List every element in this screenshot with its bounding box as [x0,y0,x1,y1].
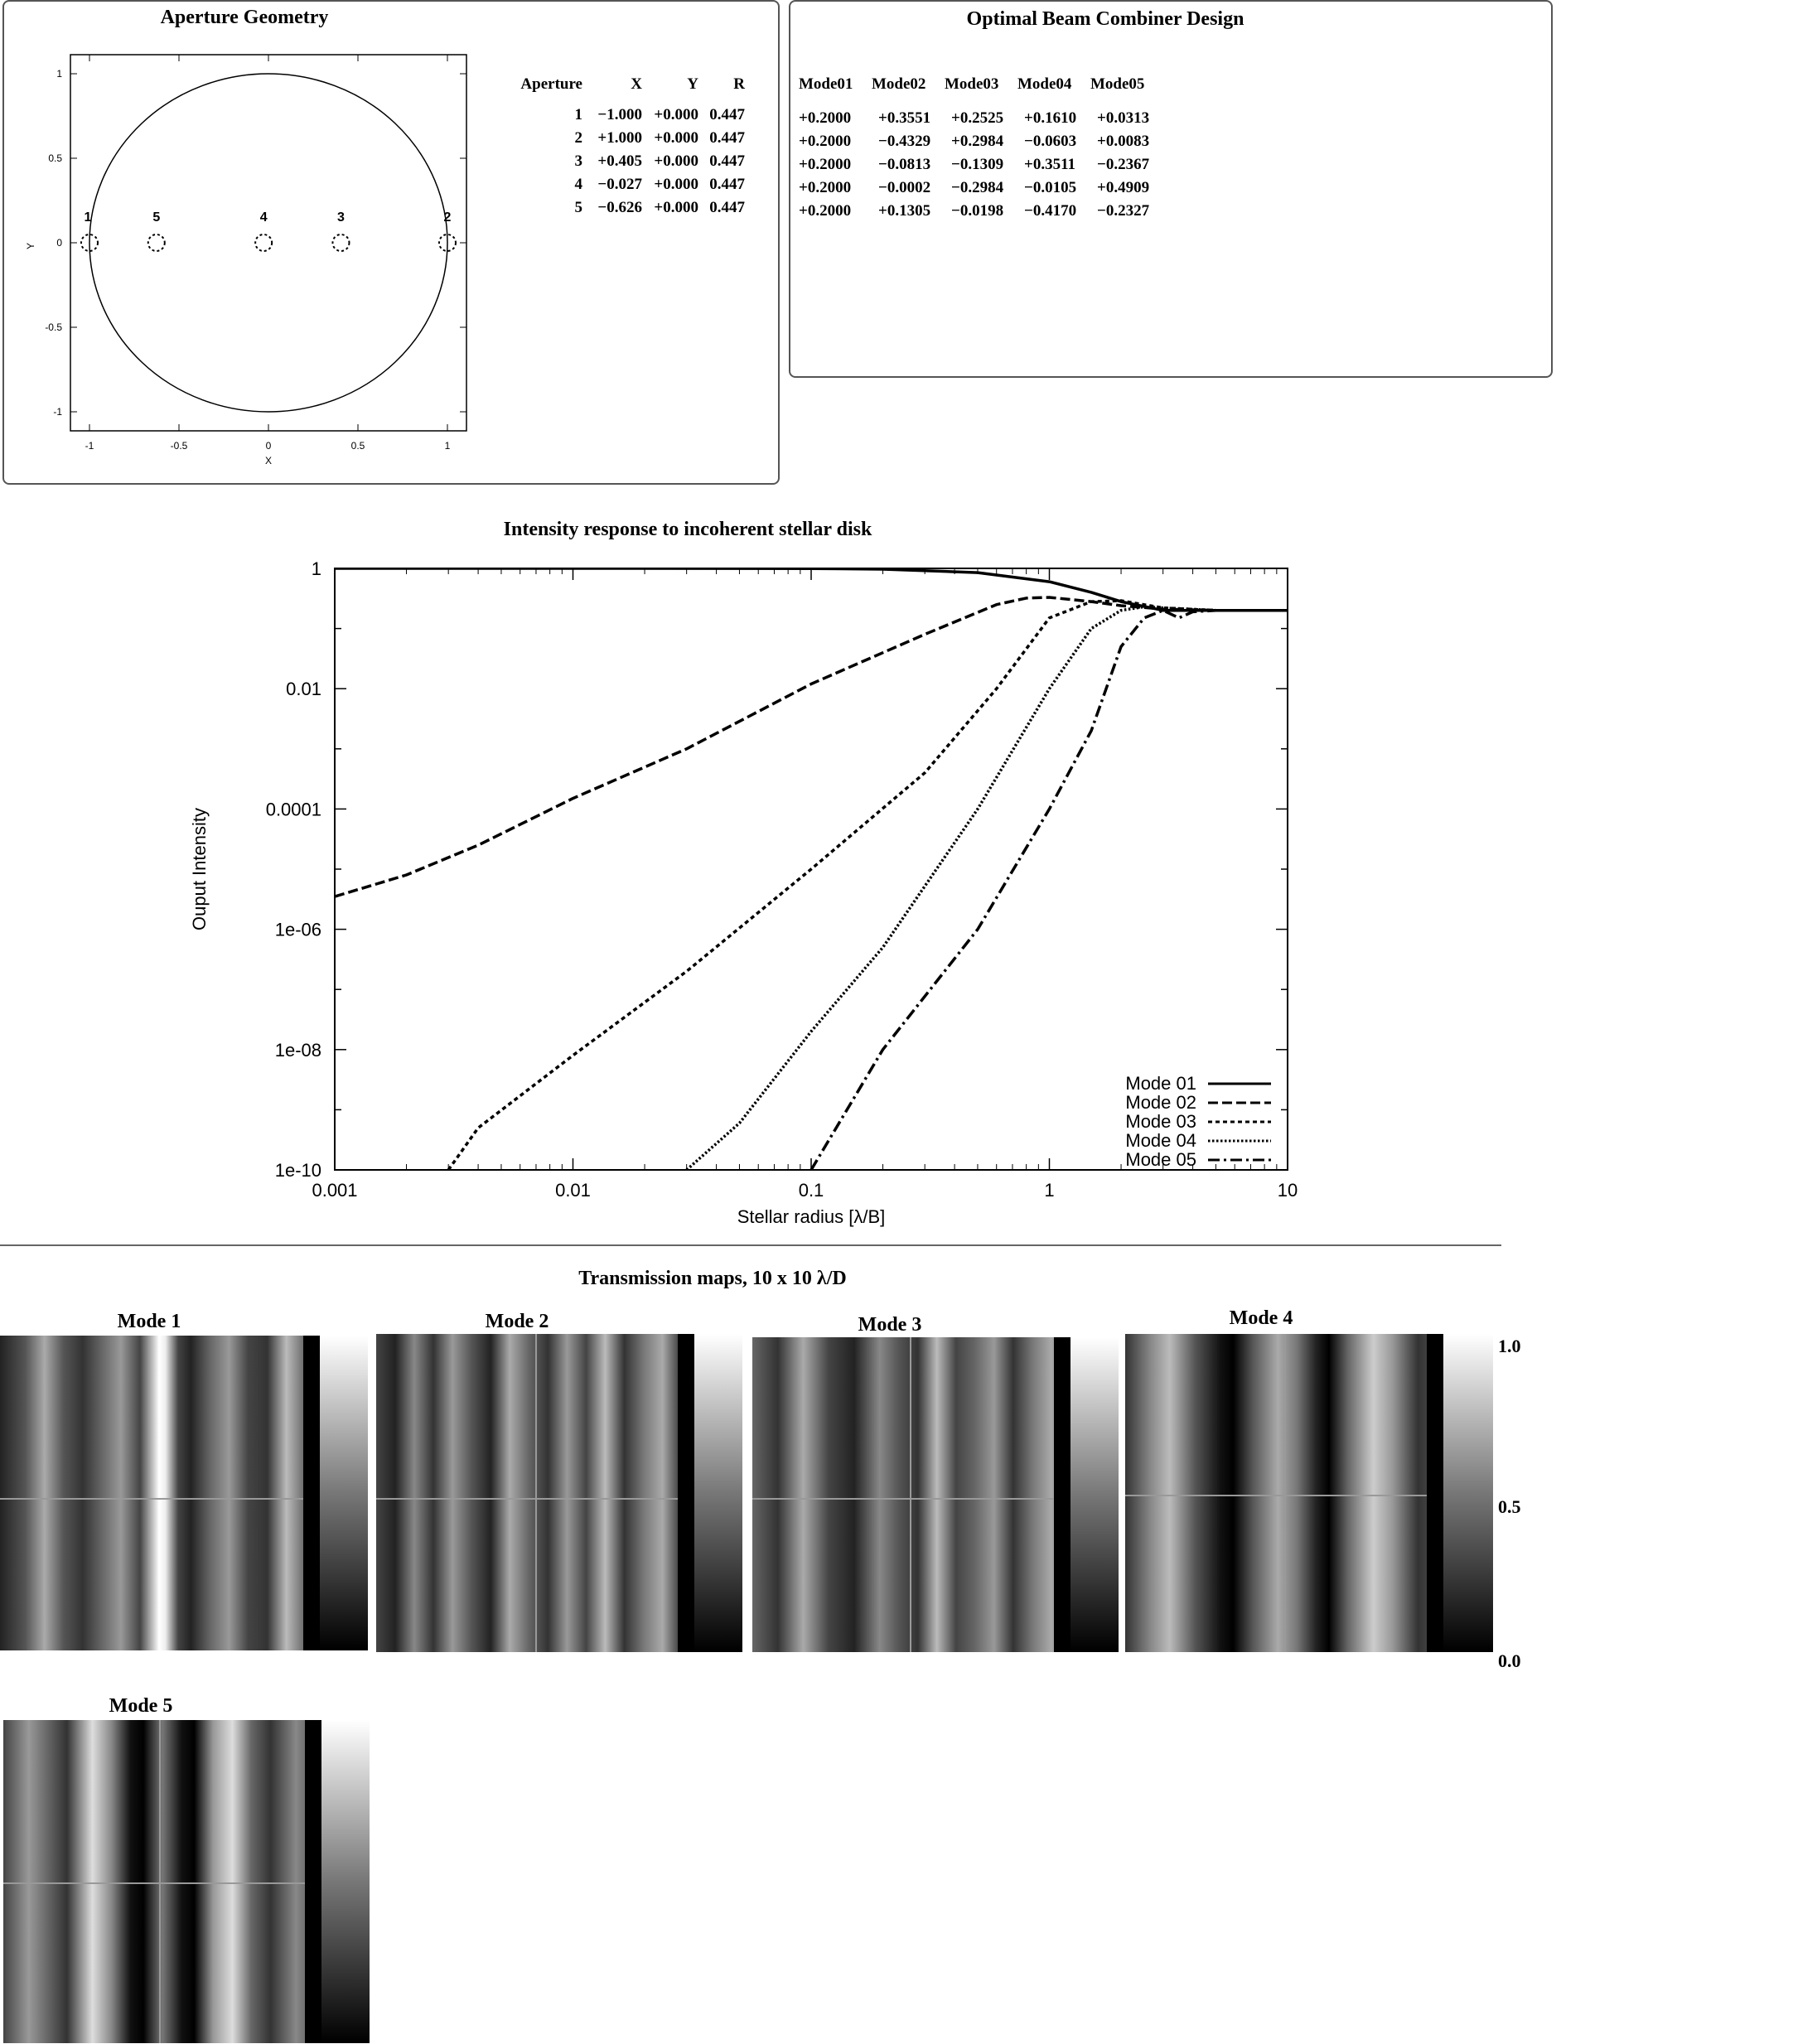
beam-combiner-panel [789,0,1553,378]
colorbar-tick-label: 0.0 [1498,1650,1521,1671]
aperture-table-cell: 3 [574,152,582,170]
colorbar [321,1720,370,2043]
map-edge [305,1720,321,2043]
combiner-table-row [799,130,1163,153]
combiner-table-cell: +0.1610 [1024,109,1077,127]
aperture-label: 4 [259,210,268,225]
colorbar-tick-label: 0.5 [1498,1496,1521,1517]
x-tick-label: 0.01 [555,1180,591,1201]
combiner-table-cell: −0.2327 [1097,202,1150,220]
combiner-table-cell: −0.0105 [1024,179,1077,196]
aperture-label: 5 [152,210,161,225]
aperture-table-cell: −1.000 [597,106,642,123]
aperture-label: 2 [443,210,452,225]
map-crosshair-h [752,1498,1054,1500]
combiner-table-cell: +0.2000 [799,133,852,150]
aperture-marker [148,234,165,251]
combiner-table-row [799,176,1163,200]
y-axis-label: Ouput Intensity [189,808,210,930]
transmission-map [3,1720,321,2043]
combiner-table-cell: −0.1309 [951,156,1004,173]
y-tick-label: -1 [53,406,62,418]
x-tick-label: -0.5 [170,440,188,452]
map-edge [303,1336,320,1650]
combiner-table-header: Mode03 [945,75,999,93]
y-axis-label: Y [25,242,36,250]
combiner-panel-title: Optimal Beam Combiner Design [966,8,1244,30]
aperture-marker [332,234,349,251]
aperture-table-header: X [631,75,642,93]
map-crosshair-h [0,1498,303,1500]
map-title: Mode 1 [117,1311,181,1332]
legend-label: Mode 02 [1125,1092,1196,1113]
y-tick-label: 0 [56,237,62,249]
x-tick-label: 0 [265,440,272,452]
aperture-plot [4,35,485,474]
maps-title: Transmission maps, 10 x 10 λ/D [578,1268,847,1289]
y-tick-label: 1 [56,68,62,80]
combiner-table-cell: −0.0002 [878,179,931,196]
combiner-table-cell: −0.0198 [951,202,1004,220]
colorbar-tick-label: 1.0 [1498,1336,1521,1356]
aperture-table-row [511,104,745,127]
transmission-map [0,1336,318,1650]
aperture-table-cell: 0.447 [709,129,745,147]
aperture-table-header: R [733,75,745,93]
legend-label: Mode 01 [1125,1073,1196,1094]
x-tick-label: 0.1 [798,1180,824,1201]
combiner-table-header: Mode02 [872,75,926,93]
aperture-table-cell: 4 [574,176,582,193]
aperture-table-cell: +0.000 [654,106,698,123]
aperture-table-cell: +0.000 [654,152,698,170]
chart-title: Intensity response to incoherent stellar disk [503,519,872,540]
combiner-table-cell: +0.3551 [878,109,931,127]
x-tick-label: 0.5 [350,440,365,452]
aperture-table-cell: 0.447 [709,152,745,170]
aperture-table-cell: +0.405 [597,152,642,170]
aperture-table-row [511,150,745,173]
combiner-table-cell: −0.2367 [1097,156,1150,173]
combiner-table-header: Mode05 [1090,75,1145,93]
map-crosshair-h [3,1882,305,1884]
combiner-table-cell: +0.3511 [1024,156,1076,173]
x-axis-label: X [264,455,273,466]
combiner-table-row [799,200,1163,223]
aperture-table [511,73,745,220]
transmission-map [752,1337,1070,1652]
aperture-table-row [511,127,745,150]
x-tick-label: -1 [85,440,94,452]
colorbar [320,1336,368,1650]
combiner-table-cell: +0.1305 [878,202,931,220]
map-edge [678,1334,694,1652]
aperture-table-cell: +0.000 [654,199,698,216]
combiner-table-cell: −0.0603 [1024,133,1077,150]
map-edge [1427,1334,1443,1652]
combiner-table-cell: −0.4329 [878,133,931,150]
map-crosshair-v [535,1334,537,1652]
aperture-table-cell: 0.447 [709,176,745,193]
aperture-label: 3 [337,210,345,225]
intensity-chart [166,547,1342,1243]
aperture-table-header: Aperture [520,75,582,93]
combiner-table-cell: +0.0083 [1097,133,1150,150]
aperture-table-cell: +1.000 [597,129,642,147]
combiner-table-cell: +0.2000 [799,202,852,220]
aperture-panel-title: Aperture Geometry [160,7,329,28]
x-tick-label: 1 [1044,1180,1055,1201]
map-title: Mode 2 [485,1311,549,1332]
colorbar [1070,1337,1119,1652]
legend-label: Mode 04 [1125,1130,1196,1151]
combiner-table-cell: −0.2984 [951,179,1004,196]
section-divider [0,1244,1501,1246]
map-crosshair-h [376,1498,678,1500]
combiner-table-header: Mode01 [799,75,853,93]
combiner-table-row [799,153,1163,176]
combiner-table-cell: +0.0313 [1097,109,1150,127]
x-tick-label: 0.001 [312,1180,358,1201]
legend-label: Mode 03 [1125,1111,1196,1132]
legend-label: Mode 05 [1125,1149,1196,1170]
map-edge [1054,1337,1070,1652]
colorbar [1443,1334,1493,1652]
aperture-table-cell: −0.027 [597,176,642,193]
y-tick-label: 0.0001 [265,799,321,820]
combiner-table-cell: +0.4909 [1097,179,1150,196]
combiner-table-cell: +0.2000 [799,109,852,127]
aperture-table-cell: 2 [574,129,582,147]
map-crosshair-v [159,1720,161,2043]
combiner-table-cell: +0.2984 [951,133,1004,150]
y-tick-label: 1e-10 [274,1160,321,1181]
map-crosshair-v [910,1337,911,1652]
aperture-table-cell: 5 [574,199,582,216]
series-line-4 [687,606,1288,1170]
combiner-table [799,73,1163,223]
map-title: Mode 4 [1229,1307,1293,1329]
aperture-table-header: Y [687,75,698,93]
combiner-table-cell: −0.4170 [1024,202,1077,220]
pupil-circle [89,74,447,412]
y-tick-label: 1e-06 [274,919,321,940]
aperture-table-cell: 0.447 [709,199,745,216]
combiner-table-row [799,107,1163,130]
aperture-table-row [511,173,745,196]
combiner-table-cell: +0.2000 [799,156,852,173]
map-title: Mode 5 [109,1695,173,1717]
colorbar [694,1334,742,1652]
aperture-table-cell: −0.626 [597,199,642,216]
x-axis-label: Stellar radius [λ/B] [737,1206,886,1227]
map-title: Mode 3 [858,1314,922,1336]
y-tick-label: 1 [311,558,321,579]
aperture-table-cell: 1 [574,106,582,123]
aperture-table-cell: +0.000 [654,129,698,147]
y-tick-label: -0.5 [45,321,62,333]
map-crosshair-v [1284,1334,1286,1652]
x-tick-label: 1 [444,440,451,452]
y-tick-label: 0.5 [48,152,62,164]
combiner-table-header: Mode04 [1017,75,1072,93]
x-tick-label: 10 [1277,1180,1298,1201]
y-tick-label: 1e-08 [274,1039,321,1061]
aperture-marker [255,234,272,251]
aperture-table-row [511,196,745,220]
y-tick-label: 0.01 [286,679,321,700]
combiner-table-cell: −0.0813 [878,156,931,173]
combiner-table-cell: +0.2000 [799,179,852,196]
map-crosshair-h [1125,1495,1427,1496]
aperture-geometry-panel [2,0,780,485]
aperture-label: 1 [84,210,92,225]
aperture-table-cell: +0.000 [654,176,698,193]
series-line-2 [335,597,1288,896]
aperture-plot-frame [70,55,466,431]
combiner-table-cell: +0.2525 [951,109,1004,127]
series-line-5 [811,611,1288,1170]
aperture-table-cell: 0.447 [709,106,745,123]
